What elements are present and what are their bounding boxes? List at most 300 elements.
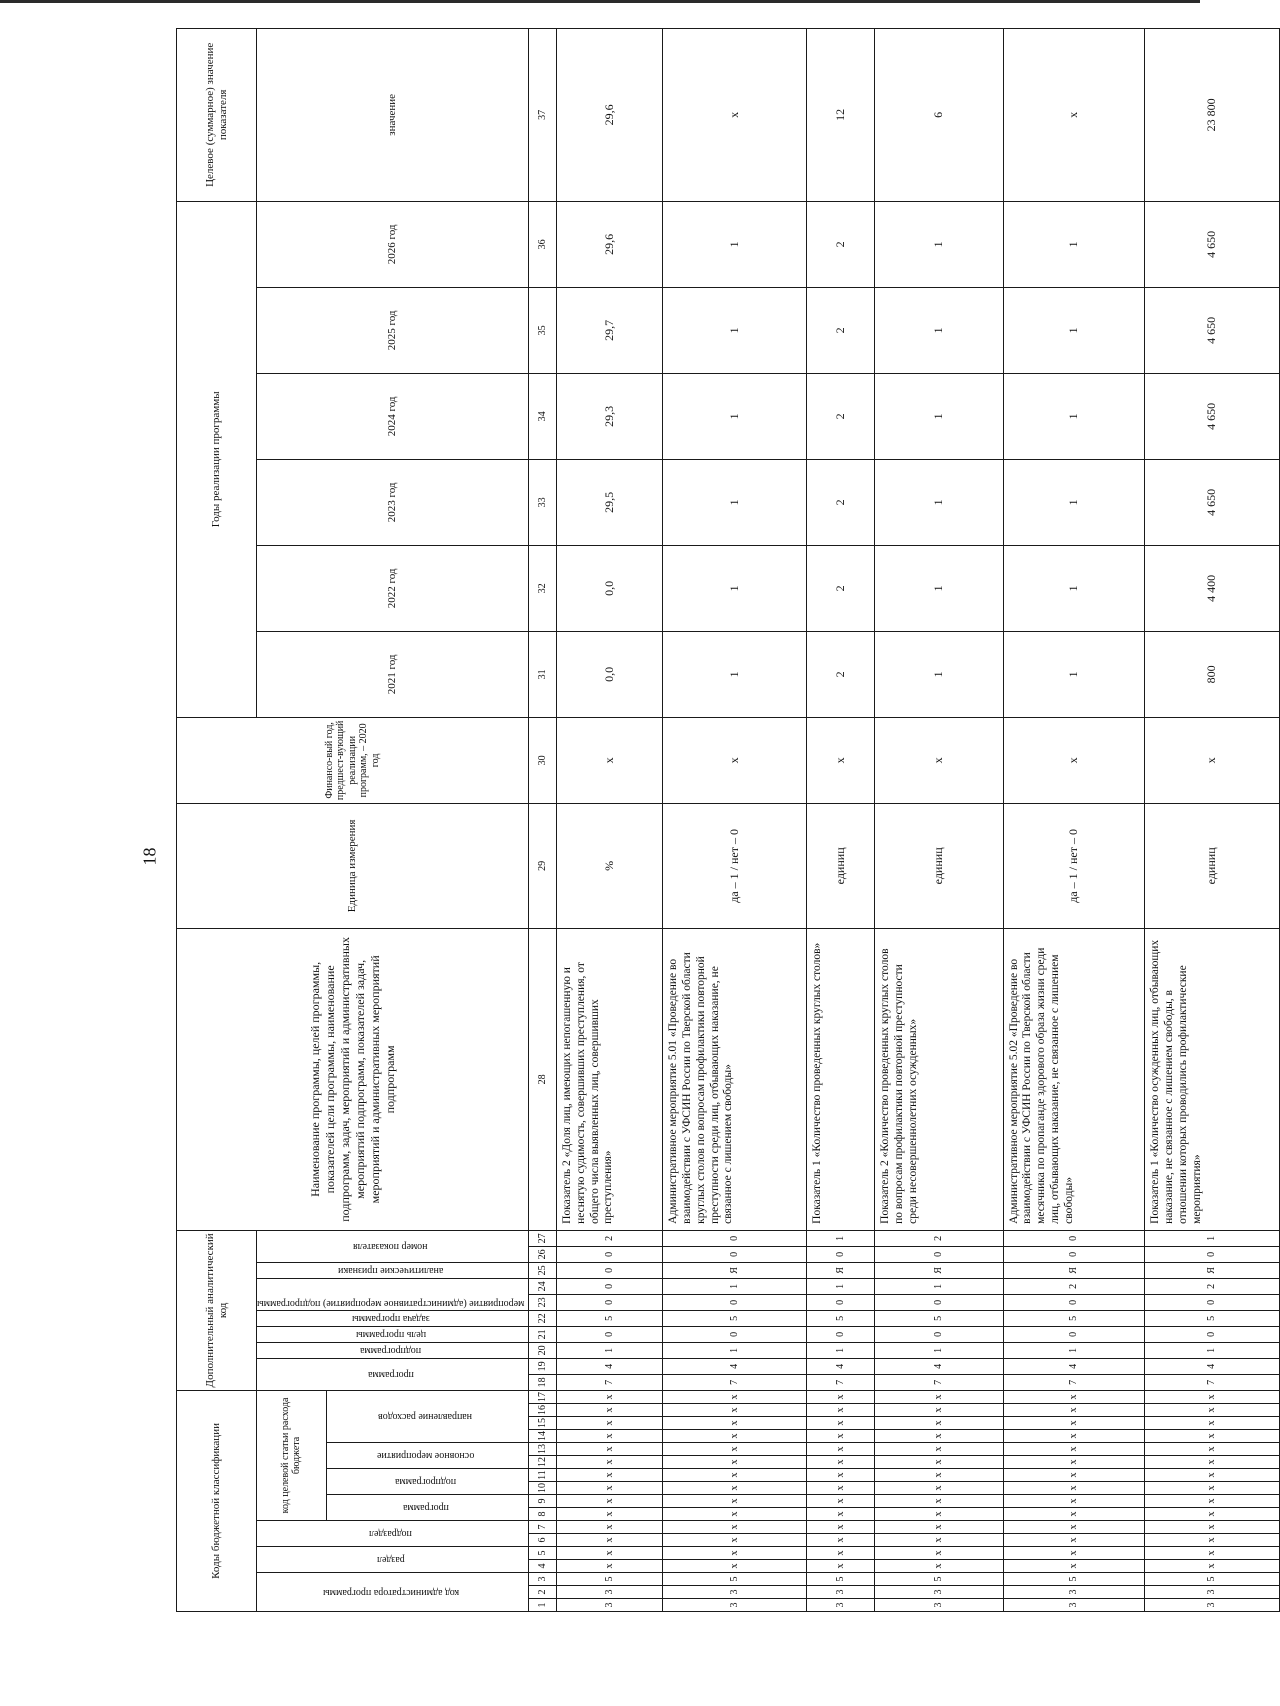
row-year-value: 2 — [806, 545, 875, 631]
col-number: 8 — [529, 1508, 557, 1521]
header-year-2021: 2021 год — [257, 631, 529, 717]
row-year-value: 1 — [1003, 631, 1145, 717]
code-cell: x — [663, 1456, 807, 1469]
code-cell: x — [1145, 1508, 1280, 1521]
code-cell: 0 — [557, 1294, 663, 1310]
row-year-value: 2 — [806, 287, 875, 373]
code-cell: 0 — [557, 1326, 663, 1342]
code-cell: 7 — [806, 1374, 875, 1390]
code-cell: 3 — [806, 1599, 875, 1612]
row-year-value: 4 650 — [1145, 459, 1280, 545]
table-row — [1145, 28, 1280, 1611]
row-year-value: 1 — [663, 631, 807, 717]
code-cell: 3 — [557, 1599, 663, 1612]
header-year-2024: 2024 год — [257, 373, 529, 459]
code-cell: x — [1145, 1482, 1280, 1495]
col-number: 31 — [529, 631, 557, 717]
code-cell: 5 — [663, 1573, 807, 1586]
col-number: 12 — [529, 1456, 557, 1469]
code-cell: x — [1145, 1547, 1280, 1560]
header-admin-code: код администратора программы — [322, 1586, 459, 1598]
row-name: Административное мероприятие 5.02 «Проведение во взаимодействии с УФСИН России по Тверской области месячника по пропаганде здорового образа жизни среди лиц, отбывающих наказание, не связанное с лишением свободы» — [1003, 928, 1145, 1230]
code-cell: x — [875, 1456, 1003, 1469]
code-cell: x — [557, 1390, 663, 1403]
code-cell: 1 — [875, 1342, 1003, 1358]
col-number: 19 — [529, 1358, 557, 1374]
code-cell: 0 — [1003, 1230, 1145, 1246]
code-cell: x — [875, 1521, 1003, 1534]
code-cell: 5 — [1003, 1310, 1145, 1326]
col-number: 5 — [529, 1547, 557, 1560]
table-row — [1003, 28, 1145, 1611]
code-cell: x — [1003, 1560, 1145, 1573]
row-year-value: 1 — [1003, 459, 1145, 545]
code-cell: 7 — [663, 1374, 807, 1390]
row-year-value: 2 — [806, 373, 875, 459]
code-cell: 3 — [1003, 1599, 1145, 1612]
code-cell: x — [1003, 1469, 1145, 1482]
row-name: Административное мероприятие 5.01 «Проведение во взаимодействии с УФСИН России по Тверской области круглых столов по вопросам профилактики повторной преступности среди лиц, отбывающих наказание, не связанное с лишением свободы» — [663, 928, 807, 1230]
row-name: Показатель 2 «Доля лиц, имеющих непогашенную и неснятую судимость, совершивших преступления, от общего числа выявленных лиц, совершивших преступления» — [557, 928, 663, 1230]
code-cell: 3 — [557, 1586, 663, 1599]
header-target-group: Целевое (суммарное) значение показателя — [177, 28, 257, 201]
row-year-value: 1 — [1003, 287, 1145, 373]
code-cell: 3 — [806, 1586, 875, 1599]
code-cell: 3 — [1145, 1586, 1280, 1599]
code-cell: 2 — [1003, 1278, 1145, 1294]
code-cell: 1 — [557, 1342, 663, 1358]
col-number: 16 — [529, 1404, 557, 1417]
col-number: 9 — [529, 1495, 557, 1508]
header-ac-event: мероприятие (административное мероприятие) подпрограммы — [257, 1298, 525, 1310]
code-cell: 0 — [1145, 1294, 1280, 1310]
code-cell: x — [806, 1534, 875, 1547]
code-cell: x — [557, 1456, 663, 1469]
rotated-table-container — [176, 42, 1219, 1612]
code-cell: 0 — [1003, 1294, 1145, 1310]
col-number: 3 — [529, 1573, 557, 1586]
col-number: 4 — [529, 1560, 557, 1573]
code-cell: 0 — [806, 1246, 875, 1262]
code-cell: 5 — [806, 1573, 875, 1586]
code-cell: 2 — [557, 1230, 663, 1246]
row-unit: единиц — [806, 803, 875, 928]
row-target-value: 29,6 — [557, 28, 663, 201]
table-row — [557, 28, 663, 1611]
code-cell: 0 — [1003, 1246, 1145, 1262]
code-cell: x — [663, 1430, 807, 1443]
code-cell: 5 — [1145, 1310, 1280, 1326]
row-year-value: 4 400 — [1145, 545, 1280, 631]
code-cell: x — [663, 1495, 807, 1508]
code-cell: x — [875, 1482, 1003, 1495]
row-name: Показатель 1 «Количество осужденных лиц, отбывающих наказание, не связанное с лишением свободы, в отношении которых проводились профилактические мероприятия» — [1145, 928, 1280, 1230]
code-cell: 5 — [875, 1310, 1003, 1326]
col-number: 21 — [529, 1326, 557, 1342]
row-base-value: x — [1003, 717, 1145, 803]
code-cell: x — [557, 1443, 663, 1456]
code-cell: x — [1003, 1534, 1145, 1547]
header-subprogram: подпрограмма — [394, 1476, 456, 1488]
code-cell: 1 — [806, 1278, 875, 1294]
row-year-value: 29,3 — [557, 373, 663, 459]
header-ac-indicator-no: номер показателя — [353, 1241, 428, 1253]
header-year-2026: 2026 год — [257, 201, 529, 287]
col-number: 26 — [529, 1246, 557, 1262]
col-number: 20 — [529, 1342, 557, 1358]
code-cell: 5 — [557, 1573, 663, 1586]
code-cell: x — [557, 1547, 663, 1560]
row-year-value: 4 650 — [1145, 287, 1280, 373]
code-cell: 7 — [875, 1374, 1003, 1390]
code-cell: 3 — [663, 1599, 807, 1612]
header-target-value: значение — [257, 28, 529, 201]
code-cell: x — [875, 1390, 1003, 1403]
table-row — [806, 28, 875, 1611]
code-cell: 0 — [1145, 1326, 1280, 1342]
row-unit: % — [557, 803, 663, 928]
col-number: 24 — [529, 1278, 557, 1294]
code-cell: x — [1003, 1456, 1145, 1469]
header-target-article: код целевой статьи расхода бюджета — [257, 1390, 327, 1520]
code-cell: 5 — [1145, 1573, 1280, 1586]
code-cell: x — [806, 1495, 875, 1508]
code-cell: x — [557, 1508, 663, 1521]
code-cell: x — [806, 1560, 875, 1573]
code-cell: x — [557, 1534, 663, 1547]
table-row — [663, 28, 807, 1611]
row-target-value: x — [663, 28, 807, 201]
row-year-value: 1 — [663, 201, 807, 287]
code-cell: 4 — [557, 1358, 663, 1374]
col-number: 15 — [529, 1417, 557, 1430]
table-row — [875, 28, 1003, 1611]
code-cell: 0 — [663, 1230, 807, 1246]
code-cell: x — [1003, 1443, 1145, 1456]
code-cell: x — [557, 1495, 663, 1508]
row-year-value: 2 — [806, 631, 875, 717]
code-cell: x — [1145, 1443, 1280, 1456]
code-cell: x — [806, 1521, 875, 1534]
code-cell: Я — [663, 1262, 807, 1278]
code-cell: 0 — [557, 1246, 663, 1262]
code-cell: 0 — [875, 1326, 1003, 1342]
col-number: 32 — [529, 545, 557, 631]
code-cell: x — [1145, 1430, 1280, 1443]
code-cell: x — [1145, 1495, 1280, 1508]
code-cell: 2 — [1145, 1278, 1280, 1294]
header-section: раздел — [376, 1554, 405, 1566]
header-unit: Единица измерения — [177, 803, 529, 928]
code-cell: x — [557, 1417, 663, 1430]
row-year-value: 2 — [806, 459, 875, 545]
code-cell: x — [806, 1390, 875, 1403]
code-cell: x — [875, 1495, 1003, 1508]
col-number: 35 — [529, 287, 557, 373]
row-year-value: 4 650 — [1145, 373, 1280, 459]
code-cell: x — [1145, 1560, 1280, 1573]
page-number: 18 — [139, 847, 160, 866]
col-number: 36 — [529, 201, 557, 287]
row-year-value: 1 — [663, 373, 807, 459]
row-target-value: x — [1003, 28, 1145, 201]
code-cell: x — [806, 1469, 875, 1482]
code-cell: 1 — [806, 1230, 875, 1246]
code-cell: x — [557, 1482, 663, 1495]
code-cell: 1 — [806, 1342, 875, 1358]
header-extra-code: Дополнительный аналитический код — [177, 1230, 257, 1390]
header-main-event: основное мероприятие — [376, 1450, 475, 1462]
row-name: Показатель 2 «Количество проведенных круглых столов по вопросам профилактики повторной преступности среди несовершеннолетних осужденных» — [875, 928, 1003, 1230]
header-year-2022: 2022 год — [257, 545, 529, 631]
col-number: 28 — [529, 928, 557, 1230]
code-cell: 4 — [1003, 1358, 1145, 1374]
code-cell: x — [875, 1534, 1003, 1547]
code-cell: 5 — [663, 1310, 807, 1326]
row-year-value: 2 — [806, 201, 875, 287]
row-unit: единиц — [1145, 803, 1280, 928]
code-cell: x — [1145, 1534, 1280, 1547]
row-year-value: 29,7 — [557, 287, 663, 373]
code-cell: 1 — [875, 1278, 1003, 1294]
row-year-value: 1 — [1003, 373, 1145, 459]
code-cell: 0 — [1003, 1326, 1145, 1342]
code-cell: 1 — [1145, 1230, 1280, 1246]
program-indicators-table — [176, 28, 1280, 1612]
code-cell: x — [806, 1482, 875, 1495]
code-cell: 0 — [557, 1262, 663, 1278]
header-ac-goal: цель программы — [355, 1329, 426, 1341]
code-cell: x — [557, 1521, 663, 1534]
col-number: 14 — [529, 1430, 557, 1443]
code-cell: x — [1145, 1456, 1280, 1469]
code-cell: x — [663, 1482, 807, 1495]
code-cell: 4 — [875, 1358, 1003, 1374]
code-cell: x — [663, 1508, 807, 1521]
row-target-value: 6 — [875, 28, 1003, 201]
code-cell: x — [1003, 1417, 1145, 1430]
row-year-value: 4 650 — [1145, 201, 1280, 287]
row-year-value: 0,0 — [557, 545, 663, 631]
code-cell: Я — [1003, 1262, 1145, 1278]
code-cell: 3 — [1003, 1586, 1145, 1599]
header-budget-codes: Коды бюджетной классификации — [177, 1390, 257, 1611]
code-cell: x — [806, 1456, 875, 1469]
col-number: 22 — [529, 1310, 557, 1326]
code-cell: x — [557, 1469, 663, 1482]
row-year-value: 1 — [875, 373, 1003, 459]
row-year-value: 1 — [663, 545, 807, 631]
code-cell: x — [875, 1404, 1003, 1417]
code-cell: x — [663, 1417, 807, 1430]
code-cell: 0 — [1145, 1246, 1280, 1262]
row-year-value: 29,6 — [557, 201, 663, 287]
col-number: 10 — [529, 1482, 557, 1495]
header-program: программа — [402, 1502, 449, 1514]
code-cell: x — [875, 1443, 1003, 1456]
header-year-2023: 2023 год — [257, 459, 529, 545]
row-year-value: 1 — [875, 545, 1003, 631]
code-cell: x — [875, 1469, 1003, 1482]
row-unit: да – 1 / нет – 0 — [1003, 803, 1145, 928]
code-cell: x — [663, 1390, 807, 1403]
code-cell: x — [663, 1534, 807, 1547]
top-border-line — [0, 0, 1200, 3]
header-base-year: Финансо-вый год, предшест-вующий реализации программ, – 2020 год — [177, 717, 529, 803]
table-body — [557, 28, 1280, 1611]
code-cell: x — [1145, 1521, 1280, 1534]
code-cell: 5 — [806, 1310, 875, 1326]
col-number: 1 — [529, 1599, 557, 1612]
code-cell: x — [806, 1430, 875, 1443]
row-base-value: x — [875, 717, 1003, 803]
col-number: 37 — [529, 28, 557, 201]
row-unit: да – 1 / нет – 0 — [663, 803, 807, 928]
code-cell: 7 — [1003, 1374, 1145, 1390]
row-year-value: 1 — [875, 201, 1003, 287]
header-years-group: Годы реализации программы — [177, 201, 257, 717]
code-cell: 0 — [663, 1294, 807, 1310]
row-year-value: 1 — [1003, 545, 1145, 631]
col-number: 17 — [529, 1390, 557, 1403]
code-cell: 0 — [557, 1278, 663, 1294]
code-cell: Я — [806, 1262, 875, 1278]
code-cell: x — [663, 1521, 807, 1534]
row-year-value: 1 — [875, 631, 1003, 717]
code-cell: x — [557, 1430, 663, 1443]
row-year-value: 1 — [875, 287, 1003, 373]
code-cell: x — [557, 1404, 663, 1417]
code-cell: 3 — [663, 1586, 807, 1599]
code-cell: x — [875, 1560, 1003, 1573]
code-cell: x — [1003, 1508, 1145, 1521]
header-subsection: подраздел — [369, 1528, 413, 1540]
code-cell: 0 — [663, 1326, 807, 1342]
code-cell: 0 — [806, 1294, 875, 1310]
row-year-value: 29,5 — [557, 459, 663, 545]
code-cell: 3 — [875, 1586, 1003, 1599]
code-cell: x — [663, 1443, 807, 1456]
code-cell: x — [1145, 1390, 1280, 1403]
col-number: 27 — [529, 1230, 557, 1246]
code-cell: x — [663, 1547, 807, 1560]
code-cell: x — [875, 1547, 1003, 1560]
row-target-value: 12 — [806, 28, 875, 201]
code-cell: 1 — [663, 1278, 807, 1294]
row-base-value: x — [557, 717, 663, 803]
code-cell: 0 — [875, 1246, 1003, 1262]
row-year-value: 0,0 — [557, 631, 663, 717]
header-name: Наименование программы, целей программы, показателей цели программы, наименование подпрограмм, задач, мероприятий и административных мероприятий подпрограмм, показателей задач, мероприятий и административных мероприятий подпрограмм — [177, 928, 529, 1230]
code-cell: x — [806, 1508, 875, 1521]
col-number: 25 — [529, 1262, 557, 1278]
code-cell: x — [806, 1443, 875, 1456]
code-cell: x — [1145, 1417, 1280, 1430]
header-ac-subprogram: подпрограмма — [360, 1345, 422, 1357]
row-year-value: 1 — [1003, 201, 1145, 287]
code-cell: x — [1003, 1482, 1145, 1495]
col-number: 13 — [529, 1443, 557, 1456]
code-cell: x — [1003, 1430, 1145, 1443]
code-cell: x — [1003, 1390, 1145, 1403]
code-cell: 5 — [1003, 1573, 1145, 1586]
code-cell: 7 — [1145, 1374, 1280, 1390]
header-ac-sign: аналитические признаки — [338, 1265, 444, 1277]
code-cell: x — [806, 1404, 875, 1417]
code-cell: 0 — [663, 1246, 807, 1262]
code-cell: x — [1003, 1495, 1145, 1508]
code-cell: 0 — [875, 1294, 1003, 1310]
row-year-value: 1 — [663, 459, 807, 545]
row-year-value: 1 — [875, 459, 1003, 545]
col-number: 30 — [529, 717, 557, 803]
row-base-value: x — [806, 717, 875, 803]
code-cell: 2 — [875, 1230, 1003, 1246]
column-numbers-row — [529, 28, 557, 1611]
header-ac-task: задача программы — [351, 1313, 430, 1325]
code-cell: x — [806, 1547, 875, 1560]
code-cell: x — [875, 1430, 1003, 1443]
code-cell: 1 — [663, 1342, 807, 1358]
code-cell: x — [1145, 1404, 1280, 1417]
code-cell: 0 — [806, 1326, 875, 1342]
code-cell: 3 — [875, 1599, 1003, 1612]
code-cell: 4 — [663, 1358, 807, 1374]
row-unit: единиц — [875, 803, 1003, 928]
code-cell: x — [1003, 1404, 1145, 1417]
code-cell: Я — [875, 1262, 1003, 1278]
row-year-value: 1 — [663, 287, 807, 373]
code-cell: 1 — [1145, 1342, 1280, 1358]
col-number: 6 — [529, 1534, 557, 1547]
code-cell: x — [663, 1560, 807, 1573]
header-expense-direction: направление расходов — [378, 1411, 473, 1423]
code-cell: 5 — [557, 1310, 663, 1326]
col-number: 11 — [529, 1469, 557, 1482]
code-cell: x — [1145, 1469, 1280, 1482]
header-ac-program: программа — [367, 1369, 414, 1381]
code-cell: x — [1003, 1521, 1145, 1534]
row-base-value: x — [663, 717, 807, 803]
code-cell: 3 — [1145, 1599, 1280, 1612]
code-cell: Я — [1145, 1262, 1280, 1278]
code-cell: x — [663, 1404, 807, 1417]
code-cell: 4 — [1145, 1358, 1280, 1374]
col-number: 34 — [529, 373, 557, 459]
row-target-value: 23 800 — [1145, 28, 1280, 201]
row-base-value: x — [1145, 717, 1280, 803]
code-cell: 4 — [806, 1358, 875, 1374]
code-cell: 7 — [557, 1374, 663, 1390]
col-number: 23 — [529, 1294, 557, 1310]
col-number: 18 — [529, 1374, 557, 1390]
code-cell: x — [663, 1469, 807, 1482]
code-cell: x — [875, 1508, 1003, 1521]
code-cell: 1 — [1003, 1342, 1145, 1358]
col-number: 33 — [529, 459, 557, 545]
code-cell: x — [806, 1417, 875, 1430]
code-cell: x — [557, 1560, 663, 1573]
col-number: 29 — [529, 803, 557, 928]
code-cell: 5 — [875, 1573, 1003, 1586]
code-cell: x — [1003, 1547, 1145, 1560]
col-number: 7 — [529, 1521, 557, 1534]
row-name: Показатель 1 «Количество проведенных круглых столов» — [806, 928, 875, 1230]
col-number: 2 — [529, 1586, 557, 1599]
code-cell: x — [875, 1417, 1003, 1430]
header-year-2025: 2025 год — [257, 287, 529, 373]
row-year-value: 800 — [1145, 631, 1280, 717]
